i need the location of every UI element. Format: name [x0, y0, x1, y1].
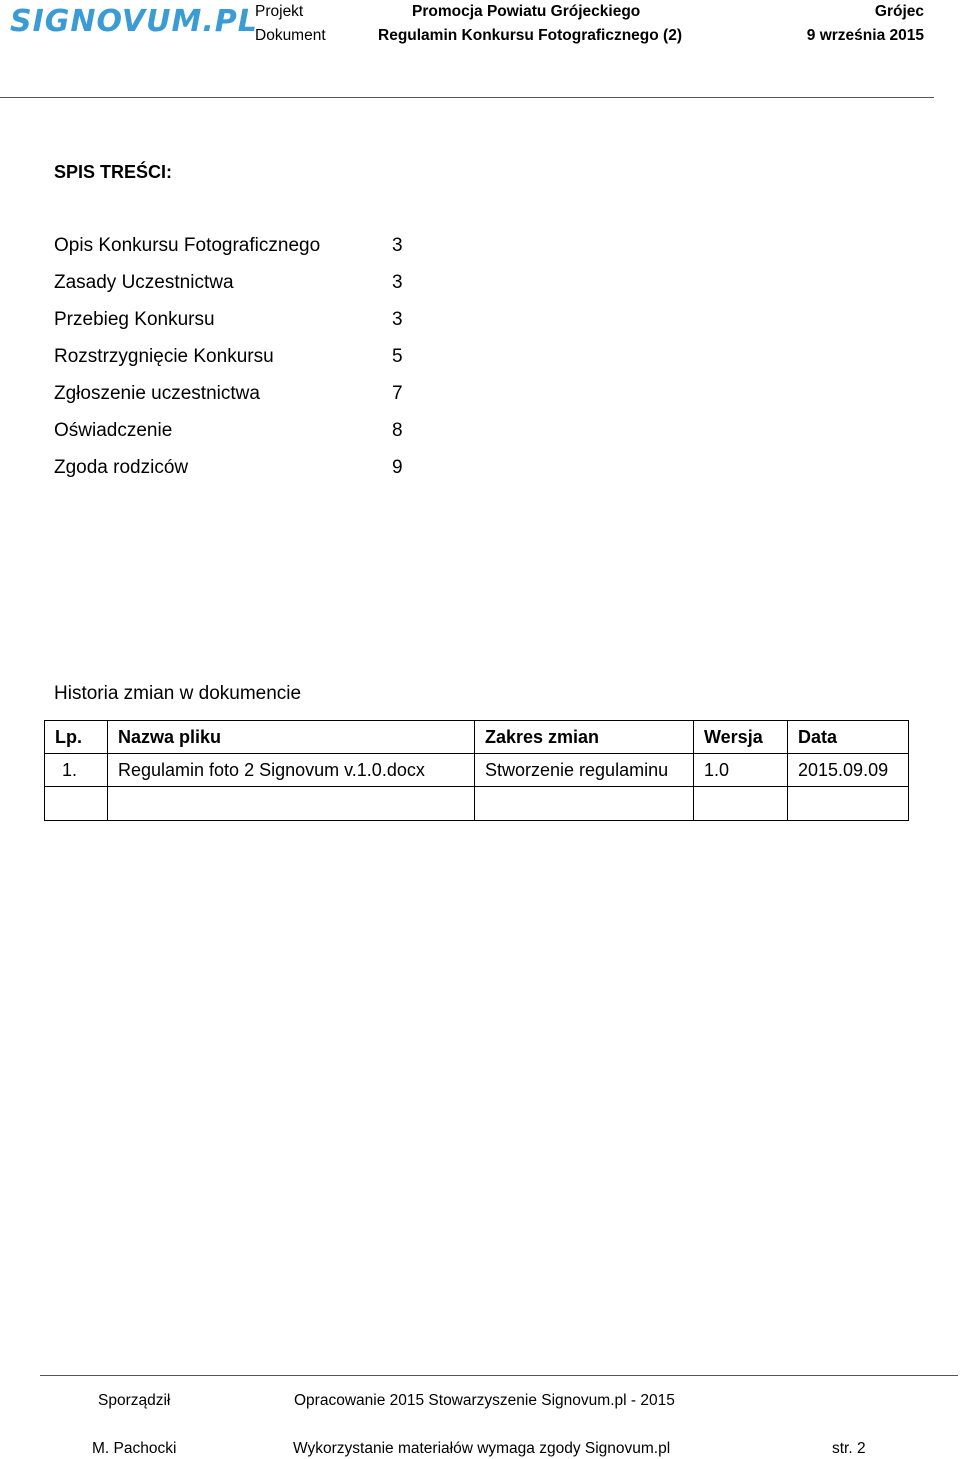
page-number: str. 2 [832, 1440, 866, 1457]
table-cell [45, 787, 108, 821]
table-cell: Regulamin foto 2 Signovum v.1.0.docx [108, 754, 475, 787]
toc-item[interactable] [54, 235, 414, 272]
header-divider [0, 97, 934, 98]
prepared-label: Sporządził [98, 1392, 171, 1409]
toc-item-label: Rozstrzygnięcie Konkursu [54, 346, 274, 367]
toc-item[interactable] [54, 272, 414, 309]
document-date: 9 września 2015 [806, 27, 924, 44]
table-cell: 1.0 [694, 754, 788, 787]
table-of-contents [54, 235, 414, 494]
signovum-logo [10, 4, 258, 39]
table-cell [694, 787, 788, 821]
document-label: Dokument [255, 27, 326, 44]
column-header: Lp. [45, 721, 108, 754]
project-value: Promocja Powiatu Grójeckiego [412, 3, 641, 20]
toc-item-page: 8 [392, 420, 403, 441]
column-header: Nazwa pliku [108, 721, 475, 754]
footer-divider [40, 1375, 958, 1376]
toc-item[interactable] [54, 346, 414, 383]
toc-item-page: 9 [392, 457, 403, 478]
usage-notice: Wykorzystanie materiałów wymaga zgody Signovum.pl [293, 1440, 671, 1457]
toc-item-label: Zgłoszenie uczestnictwa [54, 383, 260, 404]
table-header-row [45, 721, 909, 754]
prepared-by: M. Pachocki [92, 1440, 177, 1457]
toc-item[interactable] [54, 309, 414, 346]
toc-item-label: Zgoda rodziców [54, 457, 189, 478]
project-label: Projekt [255, 3, 304, 20]
toc-item-label: Zasady Uczestnictwa [54, 272, 234, 293]
toc-item-label: Oświadczenie [54, 420, 173, 441]
copyright-text: Opracowanie 2015 Stowarzyszenie Signovum.pl - 2015 [294, 1392, 675, 1409]
place: Grójec [874, 3, 924, 20]
history-table [44, 720, 909, 821]
table-cell: 1. [45, 754, 108, 787]
table-row [45, 787, 909, 821]
toc-item-page: 3 [392, 309, 403, 330]
toc-item[interactable] [54, 420, 414, 457]
logo-text: SIGNOVUM.PL [10, 4, 258, 39]
toc-item-page: 3 [392, 272, 403, 293]
toc-item-label: Przebieg Konkursu [54, 309, 215, 330]
table-cell [108, 787, 475, 821]
toc-item-page: 3 [392, 235, 403, 256]
toc-item-page: 5 [392, 346, 403, 367]
table-cell [788, 787, 909, 821]
column-header: Zakres zmian [475, 721, 694, 754]
toc-item[interactable] [54, 457, 414, 494]
toc-item-page: 7 [392, 383, 403, 404]
column-header: Wersja [694, 721, 788, 754]
toc-item-label: Opis Konkursu Fotograficznego [54, 235, 321, 256]
column-header: Data [788, 721, 909, 754]
toc-item[interactable] [54, 383, 414, 420]
history-title: Historia zmian w dokumencie [54, 683, 302, 704]
table-row [45, 754, 909, 787]
table-cell: 2015.09.09 [788, 754, 909, 787]
document-value: Regulamin Konkursu Fotograficznego (2) [378, 27, 682, 44]
table-cell [475, 787, 694, 821]
toc-title: SPIS TREŚCI: [54, 162, 173, 182]
table-cell: Stworzenie regulaminu [475, 754, 694, 787]
